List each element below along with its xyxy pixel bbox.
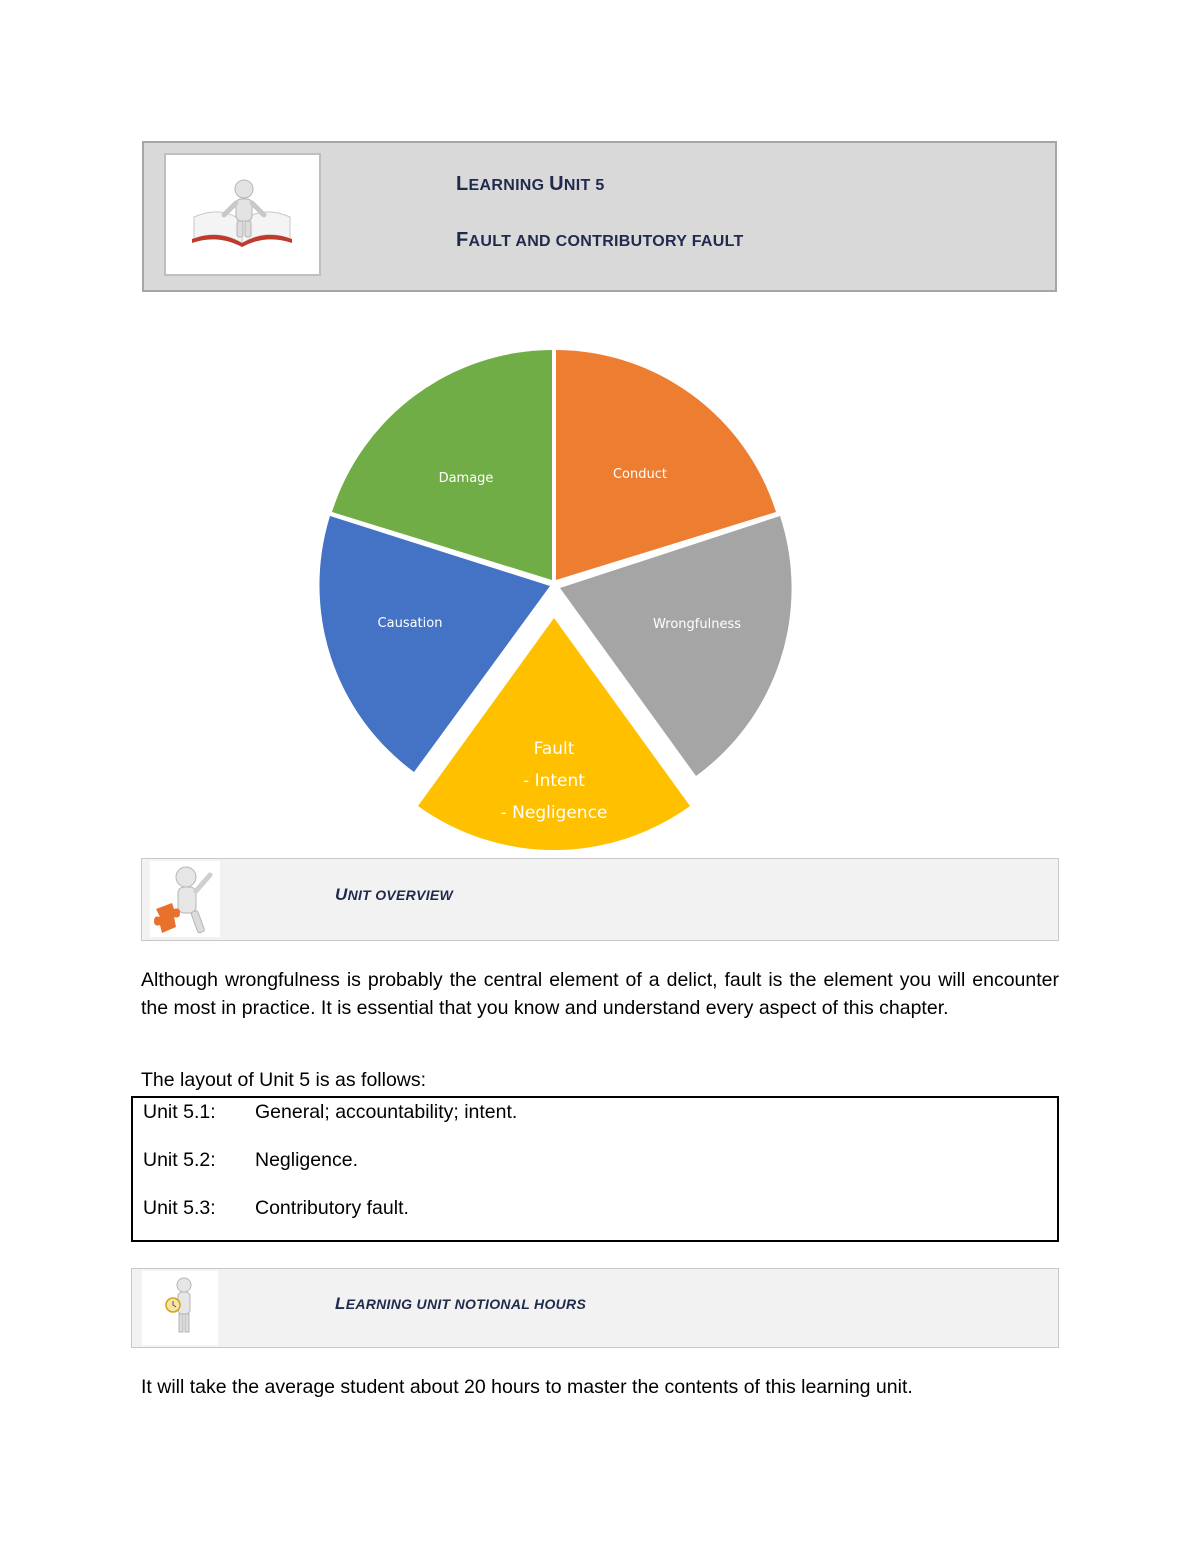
segment-label-causation: Causation: [377, 616, 443, 631]
unit-label: Unit 5.1:: [143, 1101, 216, 1123]
unit-row: [143, 1197, 409, 1220]
unit-row: [143, 1101, 517, 1124]
segment-label-fault-intent: - Intent: [523, 771, 585, 791]
unit-layout-table: [131, 1096, 1059, 1242]
unit-description: General; accountability; intent.: [255, 1101, 518, 1123]
segment-label-conduct: Conduct: [612, 467, 668, 482]
puzzle-figure-icon: [150, 861, 220, 937]
segment-label-fault: Fault: [533, 739, 575, 759]
notional-hours-text: It will take the average student about 20 hours to master the contents of this learning unit.: [141, 1376, 913, 1398]
overview-paragraph: Although wrongfulness is probably the central element of a delict, fault is the element you will encounter the most in practice. It is essential that you know and understand every aspect of this chapter.: [141, 969, 1059, 1019]
unit-label: Unit 5.2:: [143, 1149, 216, 1171]
clock-figure-icon: [142, 1271, 218, 1345]
unit-description: Contributory fault.: [255, 1197, 409, 1219]
unit-topic-title: FAULT AND CONTRIBUTORY FAULT: [456, 229, 744, 251]
notional-hours-banner: [131, 1268, 1059, 1348]
unit-row: [143, 1149, 358, 1172]
unit-header: [142, 141, 1057, 292]
delict-elements-diagram: [300, 340, 810, 860]
book-figure-icon: [164, 153, 321, 276]
segment-label-fault-negligence: - Negligence: [500, 803, 608, 823]
segment-label-wrongfulness: Wrongfulness: [653, 617, 741, 632]
unit-overview-title: UNIT OVERVIEW: [335, 885, 454, 904]
segment-label-damage: Damage: [438, 471, 494, 486]
unit-label: Unit 5.3:: [143, 1197, 216, 1219]
layout-intro: The layout of Unit 5 is as follows:: [141, 1069, 427, 1091]
notional-hours-title: LEARNING UNIT NOTIONAL HOURS: [335, 1294, 587, 1313]
unit-overview-banner: [141, 858, 1059, 941]
unit-description: Negligence.: [255, 1149, 358, 1171]
unit-number-title: LEARNING UNIT 5: [456, 173, 605, 195]
